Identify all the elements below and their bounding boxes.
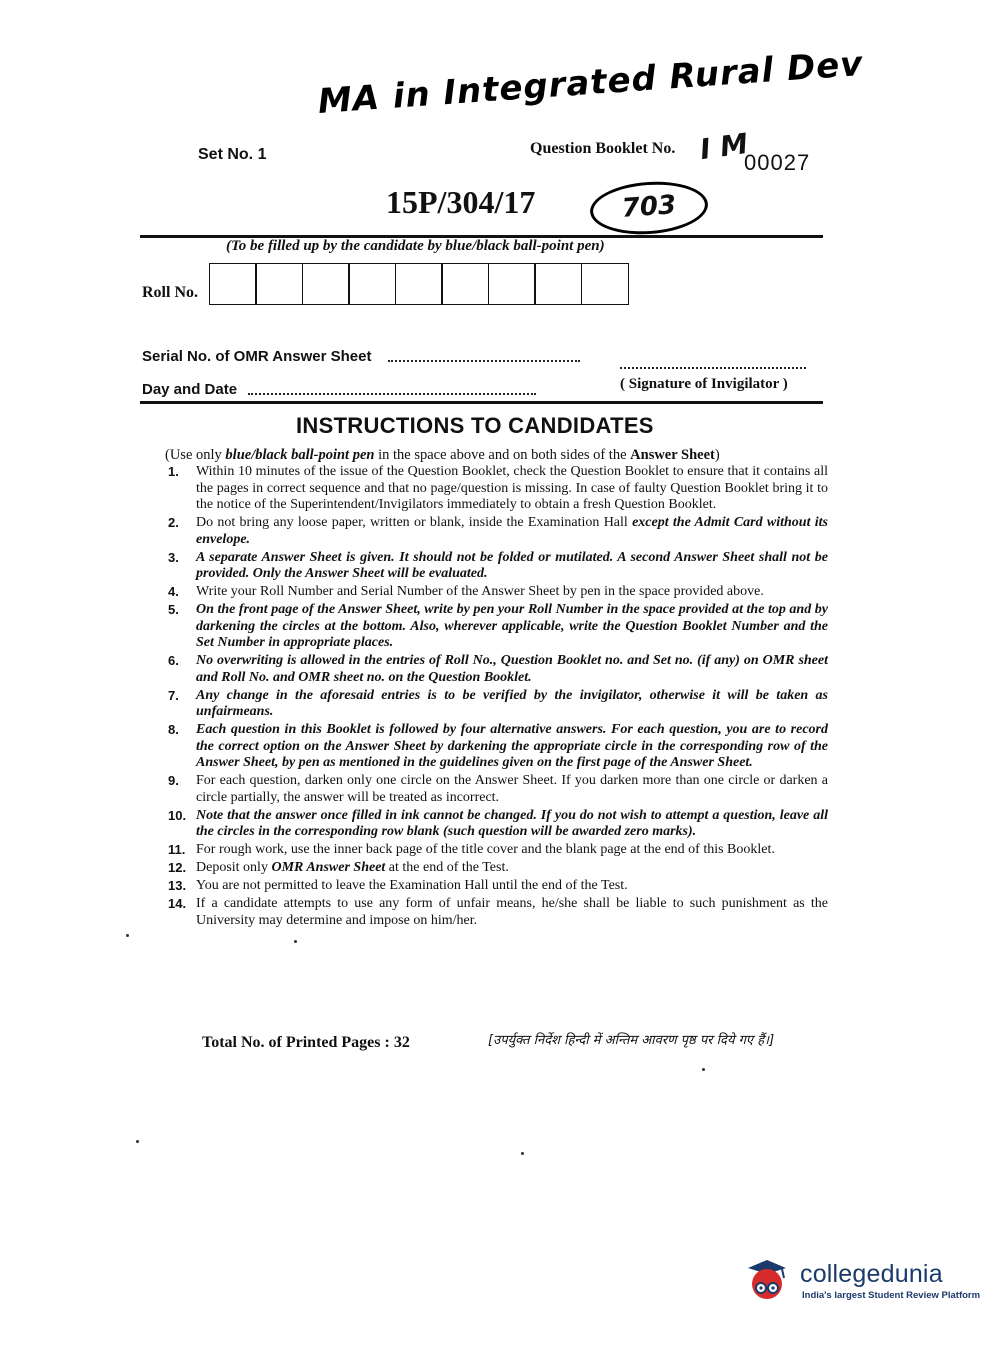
- omr-serial-label: Serial No. of OMR Answer Sheet: [142, 348, 372, 365]
- instruction-item: [168, 878, 828, 895]
- day-date-label: Day and Date: [142, 381, 238, 398]
- instruction-text: [196, 860, 828, 877]
- instruction-text-pre: Deposit only: [196, 860, 272, 875]
- instruction-text-pre: For each question, darken only one circle on the Answer Sheet. If you darken more than one circle or darken a circle partially, the answer will be treated as incorrect.: [196, 773, 828, 805]
- instruction-text-em: Any change in the aforesaid entries is to be verified by the invigilator, otherwise it will be taken as unfairmeans.: [196, 687, 828, 719]
- instruction-text-em: OMR Answer Sheet: [271, 860, 386, 875]
- omr-serial-field[interactable]: [388, 360, 580, 362]
- instruction-number: 5.: [168, 602, 179, 617]
- use-line-bold: Answer Sheet: [630, 447, 715, 463]
- instruction-number: 3.: [168, 549, 179, 565]
- instruction-text: [196, 550, 828, 583]
- instruction-text: [196, 515, 828, 548]
- instruction-text-em: On the front page of the Answer Sheet, write by pen your Roll Number in the space provided at the top and by darkening the circles at the bottom. Also, wherever applicable, write the Question Booklet Number and the Set Number in appropriate places.: [196, 602, 828, 650]
- roll-number-box[interactable]: [534, 263, 582, 305]
- instruction-text: [196, 896, 828, 929]
- instruction-number: 14.: [168, 896, 187, 911]
- instruction-number: 11.: [168, 842, 186, 857]
- instruction-text-pre: Do not bring any loose paper, written or blank, inside the Examination Hall: [196, 515, 633, 530]
- instruction-text-pre: For rough work, use the inner back page of the title cover and the blank page at the end of this Booklet.: [196, 842, 775, 857]
- use-line-post: ): [714, 447, 720, 463]
- watermark-name: collegedunia: [800, 1260, 943, 1288]
- instruction-number: 4.: [168, 584, 179, 599]
- scan-speck: [126, 934, 129, 937]
- set-number: Set No. 1: [198, 146, 267, 163]
- collegedunia-watermark: [742, 1250, 981, 1310]
- instruction-text-post: at the end of the Test.: [385, 860, 509, 875]
- watermark-tagline: India's largest Student Review Platform: [802, 1290, 981, 1301]
- instruction-item: [168, 584, 828, 601]
- roll-number-box[interactable]: [441, 263, 489, 305]
- instruction-number: 6.: [168, 653, 179, 668]
- instruction-text-pre: Write your Roll Number and Serial Number of the Answer Sheet by pen in the space provided above.: [196, 584, 764, 599]
- instruction-item: [168, 773, 828, 806]
- signature-label: ( Signature of Invigilator ): [620, 376, 788, 392]
- use-line-mid: in the space above and on both sides of the: [374, 447, 631, 463]
- roll-number-box[interactable]: [302, 263, 350, 305]
- instruction-text: [196, 773, 828, 806]
- instruction-text: [196, 584, 828, 601]
- handwritten-course-title: MA in Integrated Rural Dev: [316, 43, 865, 122]
- instruction-text: [196, 878, 828, 895]
- paper-code: 15P/304/17: [386, 184, 536, 220]
- instruction-number: 13.: [168, 878, 187, 893]
- instruction-number: 8.: [168, 722, 179, 737]
- fill-instruction-note: (To be filled up by the candidate by blue/black ball-point pen): [226, 238, 605, 254]
- instruction-text-em: Note that the answer once filled in ink cannot be changed. If you do not wish to attempt a question, leave all the circles in the corresponding row blank (such question will be awarded zero marks).: [196, 807, 828, 839]
- instruction-text-em: except the Admit Card without its envelope.: [196, 515, 828, 547]
- instruction-text: [196, 464, 828, 514]
- instruction-text-pre: Within 10 minutes of the issue of the Question Booklet, check the Question Booklet to ensure that it contains all the pages in correct sequence and that no page/question is missing. In case of faulty Question Booklet bring it to the notice of the Superintendent/Invigilators immediately to obtain a fresh Question Booklet.: [196, 464, 828, 512]
- instruction-number: 10.: [168, 807, 187, 823]
- instruction-text: [196, 722, 828, 772]
- instructions-title: INSTRUCTIONS TO CANDIDATES: [296, 413, 654, 438]
- instruction-number: 1.: [168, 464, 179, 479]
- mascot-icon: [742, 1254, 792, 1304]
- instruction-item: [168, 808, 828, 841]
- instruction-item: [168, 896, 828, 929]
- instruction-text: [196, 808, 828, 841]
- use-line-pre: (Use only: [165, 447, 226, 463]
- instruction-item: [168, 515, 828, 548]
- roll-number-label: Roll No.: [142, 284, 198, 301]
- roll-number-box[interactable]: [348, 263, 396, 305]
- question-booklet-label: Question Booklet No.: [530, 140, 676, 157]
- use-line-em: blue/black ball-point pen: [225, 447, 375, 463]
- instruction-item: [168, 602, 828, 652]
- instruction-text: [196, 688, 828, 721]
- instruction-text-em: No overwriting is allowed in the entries of Roll No., Question Booklet no. and Set no. (if any) on OMR sheet and Roll No. and OMR sheet no. on the Question Booklet.: [196, 653, 828, 685]
- instruction-text-em: Each question in this Booklet is followed by four alternative answers. For each question, you are to record the correct option on the Answer Sheet by darkening the appropriate circle in the corresponding row of the Answer Sheet, by pen as mentioned in the guidelines given on the first page of the Answer Sheet.: [196, 722, 828, 770]
- roll-number-box[interactable]: [581, 263, 629, 305]
- instructions-list: [168, 464, 828, 931]
- instruction-item: [168, 688, 828, 721]
- scan-speck: [702, 1068, 705, 1071]
- instruction-text: [196, 602, 828, 652]
- scan-speck: [136, 1140, 139, 1143]
- day-date-field[interactable]: [248, 393, 536, 395]
- instruction-text-em: A separate Answer Sheet is given. It should not be folded or mutilated. A second Answer Sheet shall not be provided. Only the Answer Sheet will be evaluated.: [196, 549, 828, 581]
- instruction-item: [168, 550, 828, 583]
- instruction-number: 9.: [168, 773, 179, 788]
- signature-field[interactable]: [620, 367, 806, 369]
- instruction-item: [168, 653, 828, 686]
- instruction-text-pre: You are not permitted to leave the Examination Hall until the end of the Test.: [196, 878, 628, 893]
- question-booklet-handwritten: I M: [697, 126, 751, 167]
- instruction-item: [168, 722, 828, 772]
- scan-speck: [294, 940, 297, 943]
- pen-instruction-line: [165, 447, 720, 464]
- instruction-text: [196, 842, 828, 859]
- roll-number-box[interactable]: [209, 263, 257, 305]
- instruction-item: [168, 464, 828, 514]
- instruction-text-pre: If a candidate attempts to use any form of unfair means, he/she shall be liable to such punishment as the University may determine and impose on him/her.: [196, 896, 828, 928]
- roll-number-box[interactable]: [395, 263, 443, 305]
- question-booklet-number: 00027: [744, 150, 811, 175]
- roll-number-box[interactable]: [488, 263, 536, 305]
- instruction-text: [196, 653, 828, 686]
- roll-number-box[interactable]: [255, 263, 303, 305]
- form-divider: [140, 401, 823, 404]
- total-printed-pages: Total No. of Printed Pages : 32: [202, 1034, 410, 1051]
- roll-number-boxes[interactable]: [210, 263, 629, 305]
- instruction-item: [168, 860, 828, 877]
- instruction-number: 2.: [168, 515, 179, 530]
- instruction-number: 12.: [168, 860, 187, 875]
- instruction-number: 7.: [168, 687, 179, 703]
- instruction-item: [168, 842, 828, 859]
- circled-number: 703: [588, 178, 709, 238]
- hindi-note: [उपर्युक्त निर्देश हिन्दी में अन्तिम आवरण पृष्ठ पर दिये गए हैं।]: [488, 1033, 775, 1048]
- scan-speck: [521, 1152, 524, 1155]
